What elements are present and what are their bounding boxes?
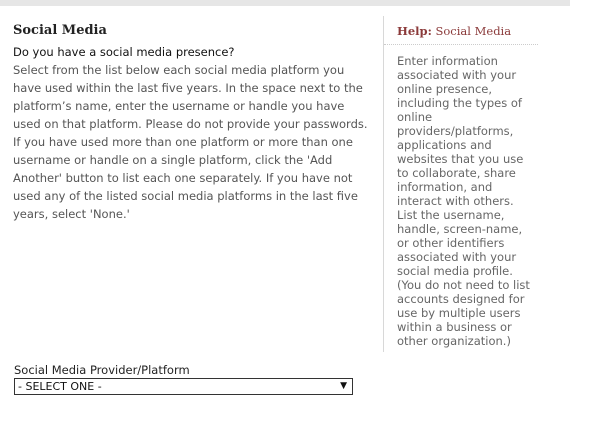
social-media-section bbox=[13, 22, 368, 223]
top-banner-strip bbox=[0, 0, 570, 6]
help-body-text: Enter information associated with your online presence, including the types of online providers/platforms, applications and websites that you use to collaborate, share information, and interact with others. List the username, handle, screen-name, or other identifiers associated with your social media profile. (You do not need to list accounts designed for use by multiple users within a business or other organization.) bbox=[397, 54, 530, 348]
help-label: Help: bbox=[397, 24, 432, 38]
social-media-question: Do you have a social media presence? bbox=[13, 45, 235, 59]
help-panel bbox=[383, 16, 538, 352]
instructions-text: Select from the list below each social media platform you have used within the last five years. In the space next to the platform’s name, enter the username or handle you have used on that platform. Please do not provide your passwords. If you have used more than one platform or more than one username or handle on a single platform, click the 'Add Another' button to list each one separately. If you have not used any of the listed social media platforms in the last five years, select 'None.' bbox=[13, 63, 368, 221]
dropdown-triangle-icon: ▼ bbox=[340, 381, 347, 391]
platform-select-value: - SELECT ONE - bbox=[18, 380, 102, 393]
section-title: Social Media bbox=[13, 23, 107, 38]
platform-field-label: Social Media Provider/Platform bbox=[14, 363, 190, 377]
platform-select[interactable] bbox=[14, 378, 353, 395]
help-topic: Social Media bbox=[435, 24, 512, 38]
help-title bbox=[384, 16, 538, 45]
